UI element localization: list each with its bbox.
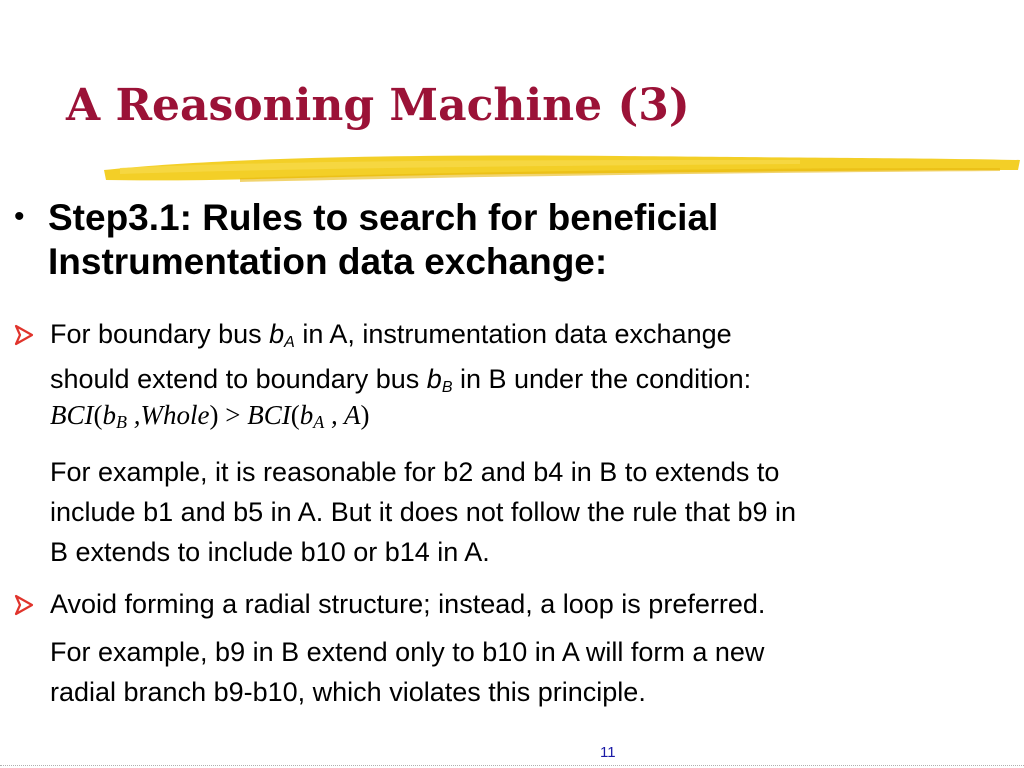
- point-boundary-bus-line2: should extend to boundary bus bB in B under the condition:: [50, 364, 752, 396]
- arrow-right-icon: [14, 594, 34, 616]
- example-paragraph-2: For example, b9 in B extend only to b10 in A will form a new radial branch b9-b10, which violates this principle.: [50, 637, 765, 707]
- example-paragraph-1: For example, it is reasonable for b2 and b4 in B to extends to include b1 and b5 in A. But it does not follow the rule that b9 in B extends to include b10 or b14 in A.: [50, 457, 797, 567]
- bullet-heading-line1: Step3.1: Rules to search for beneficial: [48, 197, 719, 238]
- bullet-heading: [48, 196, 998, 284]
- title-underline-brush: [100, 148, 1024, 188]
- condition-formula: $BCI(b_B$ ,Whole) > $BCI(b_A$ , A): [50, 400, 370, 432]
- point-boundary-bus-line1: For boundary bus bA in A, instrumentation data exchange: [50, 319, 732, 351]
- point-boundary-bus: [50, 314, 1010, 404]
- page-number: 11: [600, 744, 616, 761]
- filled-dot-icon: •: [14, 200, 25, 233]
- bullet-heading-line2: Instrumentation data exchange:: [48, 241, 608, 282]
- point-avoid-radial: Avoid forming a radial structure; instead, a loop is preferred.: [50, 589, 766, 619]
- arrow-right-icon: [14, 324, 34, 346]
- slide-title: A Reasoning Machine (3): [66, 80, 690, 131]
- footer-divider: [0, 765, 1024, 767]
